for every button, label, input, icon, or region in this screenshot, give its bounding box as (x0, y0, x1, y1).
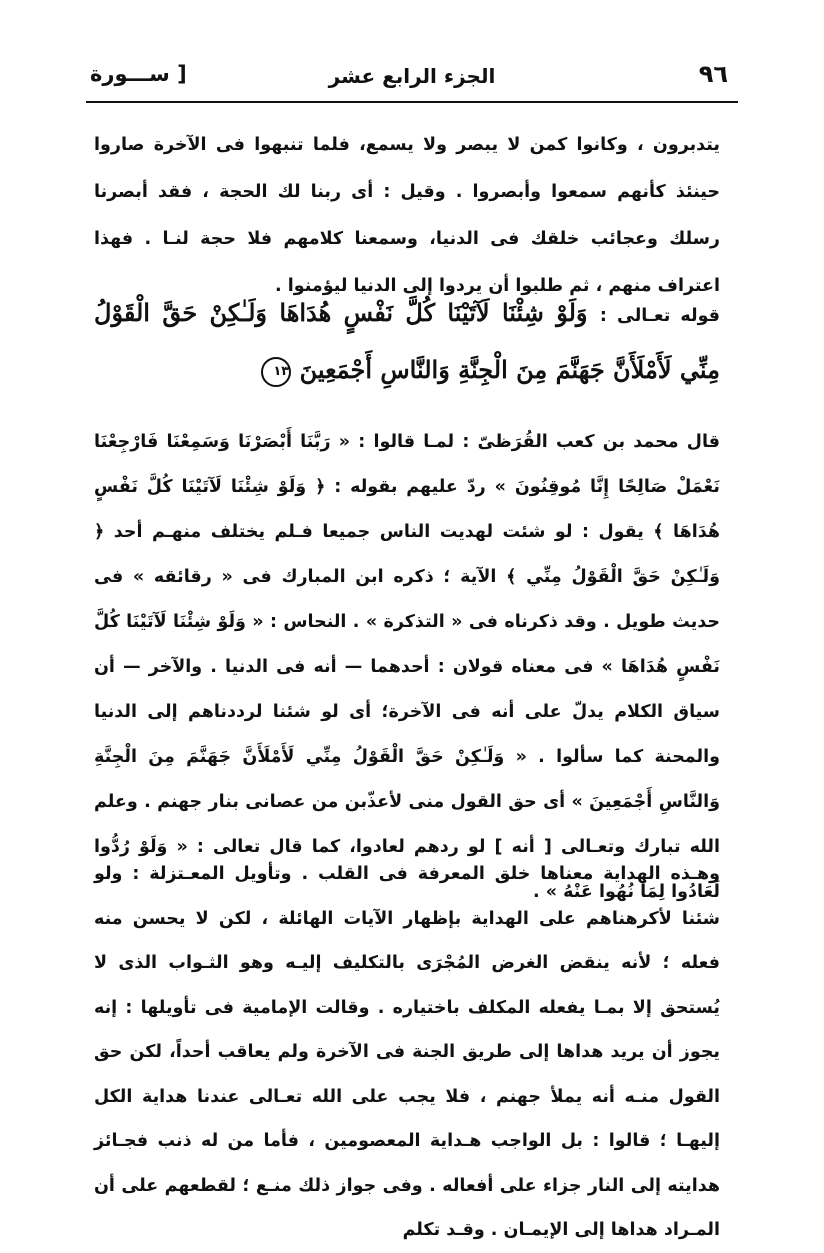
running-title: الجزء الرابع عشر (328, 64, 496, 88)
verse-text: وَلَوْ شِئْنَا لَآتَيْنَا كُلَّ نَفْسٍ هُدَاهَا وَلَـٰكِنْ حَقَّ الْقَوْلُ مِنِّي لَأَمْلَأَنَّ جَهَنَّمَ مِنَ الْجِنَّةِ وَالنَّاسِ أَجْمَعِينَ (94, 298, 720, 384)
verse-intro: قوله تعـالى : (599, 306, 720, 326)
page-header (86, 58, 738, 98)
verse-number-mark: ١٣ (261, 357, 291, 387)
paragraph-interpretation: وهـذه الهداية معناها خلق المعرفة فى القلب . وتأويل المعـتزلة : ولو شئنا لأكرهناهم على الهداية بإظهار الآيات الهائلة ، لكن لا يحسن منه فعله ؛ لأنه ينقض الغرض المُجْرَى بالتكليف إليـه وهو الثـواب الذى لا يُستحق إلا بمـا يفعله المكلف باختياره . وقالت الإمامية فى تأويلها : إنه يجوز أن يريد هداها إلى طريق الجنة فى الآخرة ولم يعاقب أحداً، لكن حق القول منـه أنه يملأ جهنم ، فلا يجب على الله تعـالى عندنا هداية الكل إليهـا ؛ قالوا : بل الواجب هـداية المعصومين ، فأما من له ذنب فجـائز هدايته إلى النار جزاء على أفعاله . وفى جواز ذلك منـع ؛ لقطعهم على أن المـراد هداها إلى الإيمـان . وقـد تكلم (94, 864, 720, 1240)
paragraph-commentary: قال محمد بن كعب القُرَظىّ : لمـا قالوا : « رَبَّنَا أَبْصَرْنَا وَسَمِعْنَا فَارْجِعْنَا نَعْمَلْ صَالِحًا إِنَّا مُوقِنُونَ » ردّ عليهم بقوله : ﴿ وَلَوْ شِئْنَا لَآتَيْنَا كُلَّ نَفْسٍ هُدَاهَا ﴾ يقول : لو شئت لهديت الناس جميعا فـلم يختلف منهـم أحد ﴿ وَلَـٰكِنْ حَقَّ الْقَوْلُ مِنِّي ﴾ الآية ؛ ذكره ابن المبارك فى « رقائقه » فى حديث طويل . وقد ذكرناه فى « التذكرة » . النحاس : « وَلَوْ شِئْنَا لَآتَيْنَا كُلَّ نَفْسٍ هُدَاهَا » فى معناه قولان : أحدهما — أنه فى الدنيا . والآخر — أن سياق الكلام يدلّ على أنه فى الآخرة؛ أى لو شئنا لرددناهم إلى الدنيا والمحنة كما سألوا . « وَلَـٰكِنْ حَقَّ الْقَوْلُ مِنِّي لَأَمْلَأَنَّ جَهَنَّمَ مِنَ الْجِنَّةِ وَالنَّاسِ أَجْمَعِينَ » أى حق القول منى لأعذّبن من عصانى بنار جهنم . وعلم الله تبارك وتعـالى [ أنه ] لو ردهم لعادوا، كما قال تعالى : « وَلَوْ رُدُّوا لَعَادُوا لِمَا نُهُوا عَنْهُ » . (94, 432, 720, 902)
paragraph-intro: يتدبرون ، وكانوا كمن لا يبصر ولا يسمع، فلما تنبهوا فى الآخرة صاروا حينئذ كأنهم سمعوا وأبصروا . وقيل : أى ربنا لك الحجة ، فقد أبصرنا رسلك وعجائب خلقك فى الدنيا، وسمعنا كلامهم فلا حجة لنـا . فهذا اعتراف منهم ، ثم طلبوا أن يردوا إلى الدنيا ليؤمنوا . (94, 135, 720, 296)
surah-label: [ ســـورة (90, 62, 187, 86)
header-divider (86, 101, 738, 103)
quran-verse-block (94, 286, 720, 397)
page-number: ٩٦ (698, 60, 728, 88)
